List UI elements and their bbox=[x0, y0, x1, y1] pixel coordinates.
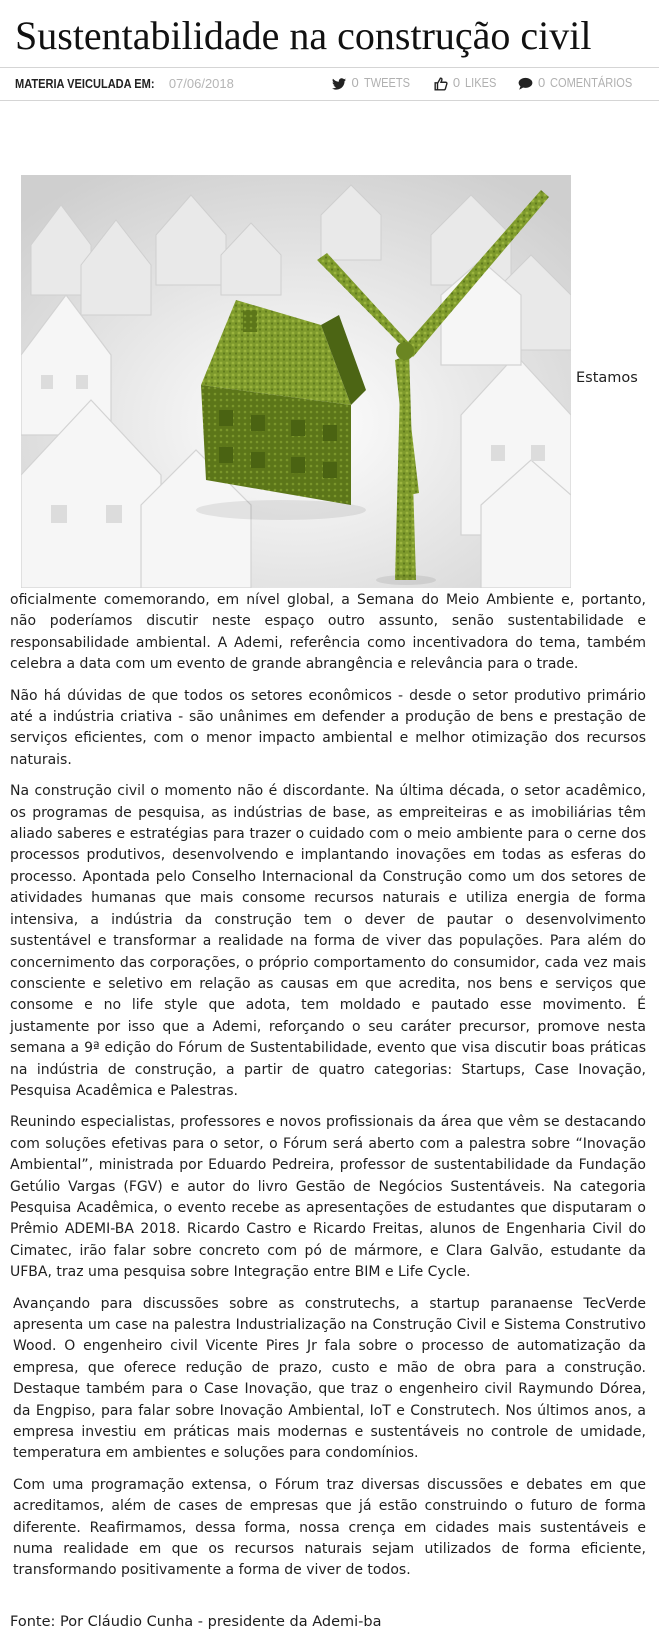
paragraph: Não há dúvidas de que todos os setores econômicos - desde o setor produtivo primário até a indústria criativa - são unânimes em defender a produção de bens e prestação de serviços eficientes, com o menor impacto ambiental e melhor otimização dos recursos naturais. bbox=[10, 687, 646, 768]
twitter-icon bbox=[332, 75, 346, 90]
publish-date: 07/06/2018 bbox=[168, 76, 234, 91]
hero-image bbox=[21, 175, 571, 588]
comments-count: 0 bbox=[537, 75, 546, 91]
green-house-wind-turbine-illustration bbox=[21, 175, 571, 588]
comments-stat[interactable] bbox=[518, 75, 647, 90]
tweets-count: 0 bbox=[351, 75, 359, 91]
comments-label: COMENTÁRIOS bbox=[550, 75, 633, 91]
publish-info bbox=[15, 76, 234, 91]
paragraph: Na construção civil o momento não é discordante. Na última década, o setor acadêmico, os programas de pesquisa, as indústrias de base, as empreiteiras e as imobiliárias têm aliado saberes e estratégias para trazer o cuidado com o meio ambiente para o cerne dos processos produtivos, desenvolvendo e implantando inovações em todas as esferas do processo. Apontada pelo Conselho Internacional da Construção como um dos setores de atividades humanas que mais consome recursos naturais e utiliza energia de forma intensiva, a indústria da construção tem o dever de pautar o desenvolvimento sustentável e transformar a realidade na forma de viver das populações. Para além do concernimento das corporações, o próprio comportamento do consumidor, cada vez mais consciente e seletivo em relação as causas em que acredita, nos bens e serviços que consome e no life style que adota, tem moldado e pautado esse movimento. É justamente por isso que a Ademi, reforçando o seu caráter precursor, promove nesta semana a 9ª edição do Fórum de Sustentabilidade, evento que visa discutir boas práticas na indústria de construção, a partir de quatro categorias: Startups, Case Inovação, Pesquisa Acadêmica e Palestras. bbox=[10, 783, 646, 1099]
paragraph: oficialmente comemorando, em nível global, a Semana do Meio Ambiente e, portanto, não poderíamos discutir neste espaço outro assunto, senão sustentabilidade e responsabilidade ambiental. A Ademi, referência como incentivadora do tema, também celebra a data com um evento de grande abrangência e relevância para o trade. bbox=[10, 592, 646, 673]
page-title: Sustentabilidade na construção civil bbox=[15, 13, 592, 58]
publish-label: MATERIA VEICULADA EM: bbox=[15, 76, 155, 91]
comment-icon bbox=[518, 75, 533, 90]
paragraph: Reunindo especialistas, professores e novos profissionais da área que vêm se destacando com soluções efetivas para o setor, o Fórum será aberto com a palestra sobre “Inovação Ambiental”, ministrada por Eduardo Pedreira, professor de sustentabilidade da Fundação Getúlio Vargas (FGV) e autor do livro Gestão de Negócios Sustentáveis. Na categoria Pesquisa Acadêmica, o evento recebe as apresentações de estudantes que disputaram o Prêmio ADEMI-BA 2018. Ricardo Castro e Ricardo Freitas, alunos de Engenharia Civil do Cimatec, irão falar sobre concreto com pó de mármore, e Clara Galvão, estudante da UFBA, traz uma pesquisa sobre Integração entre BIM e Life Cycle. bbox=[10, 1114, 646, 1281]
article-body bbox=[10, 590, 646, 1592]
likes-count: 0 bbox=[452, 75, 461, 91]
thumbs-up-icon bbox=[434, 75, 448, 91]
wrapped-intro-word: Estamos bbox=[576, 370, 638, 386]
article-meta-bar bbox=[0, 67, 659, 101]
article-source: Fonte: Por Cláudio Cunha - presidente da Ademi-ba bbox=[10, 1614, 382, 1630]
paragraph: Com uma programação extensa, o Fórum traz diversas discussões e debates em que acreditamos, além de cases de empresas que já estão construindo o futuro de forma diferente. Reafirmamos, dessa forma, nossa crença em cidades mais sustentáveis e numa realidade em que os recursos naturais sejam utilizados de forma eficiente, transformando positivamente a forma de viver de todos. bbox=[13, 1476, 646, 1579]
tweets-label: TWEETS bbox=[363, 75, 410, 91]
social-stats bbox=[322, 75, 647, 91]
paragraph: Avançando para discussões sobre as construtechs, a startup paranaense TecVerde apresenta um case na palestra Industrialização na Construção Civil e Sistema Construtivo Wood. O engenheiro civil Vicente Pires Jr fala sobre o processo de automatização da empresa, que oferece redução de prazo, custo e mão de obra para a construção. Destaque também para o Case Inovação, que traz o engenheiro civil Raymundo Dórea, da Engpiso, para falar sobre Inovação Ambiental, IoT e Construtech. Nos últimos anos, a empresa investiu em práticas mais modernas e sustentáveis no controle de umidade, temperatura em ambientes e soluções para condomínios. bbox=[13, 1295, 646, 1462]
tweets-stat[interactable] bbox=[332, 75, 417, 90]
likes-label: LIKES bbox=[465, 75, 497, 91]
likes-stat[interactable] bbox=[434, 75, 502, 91]
